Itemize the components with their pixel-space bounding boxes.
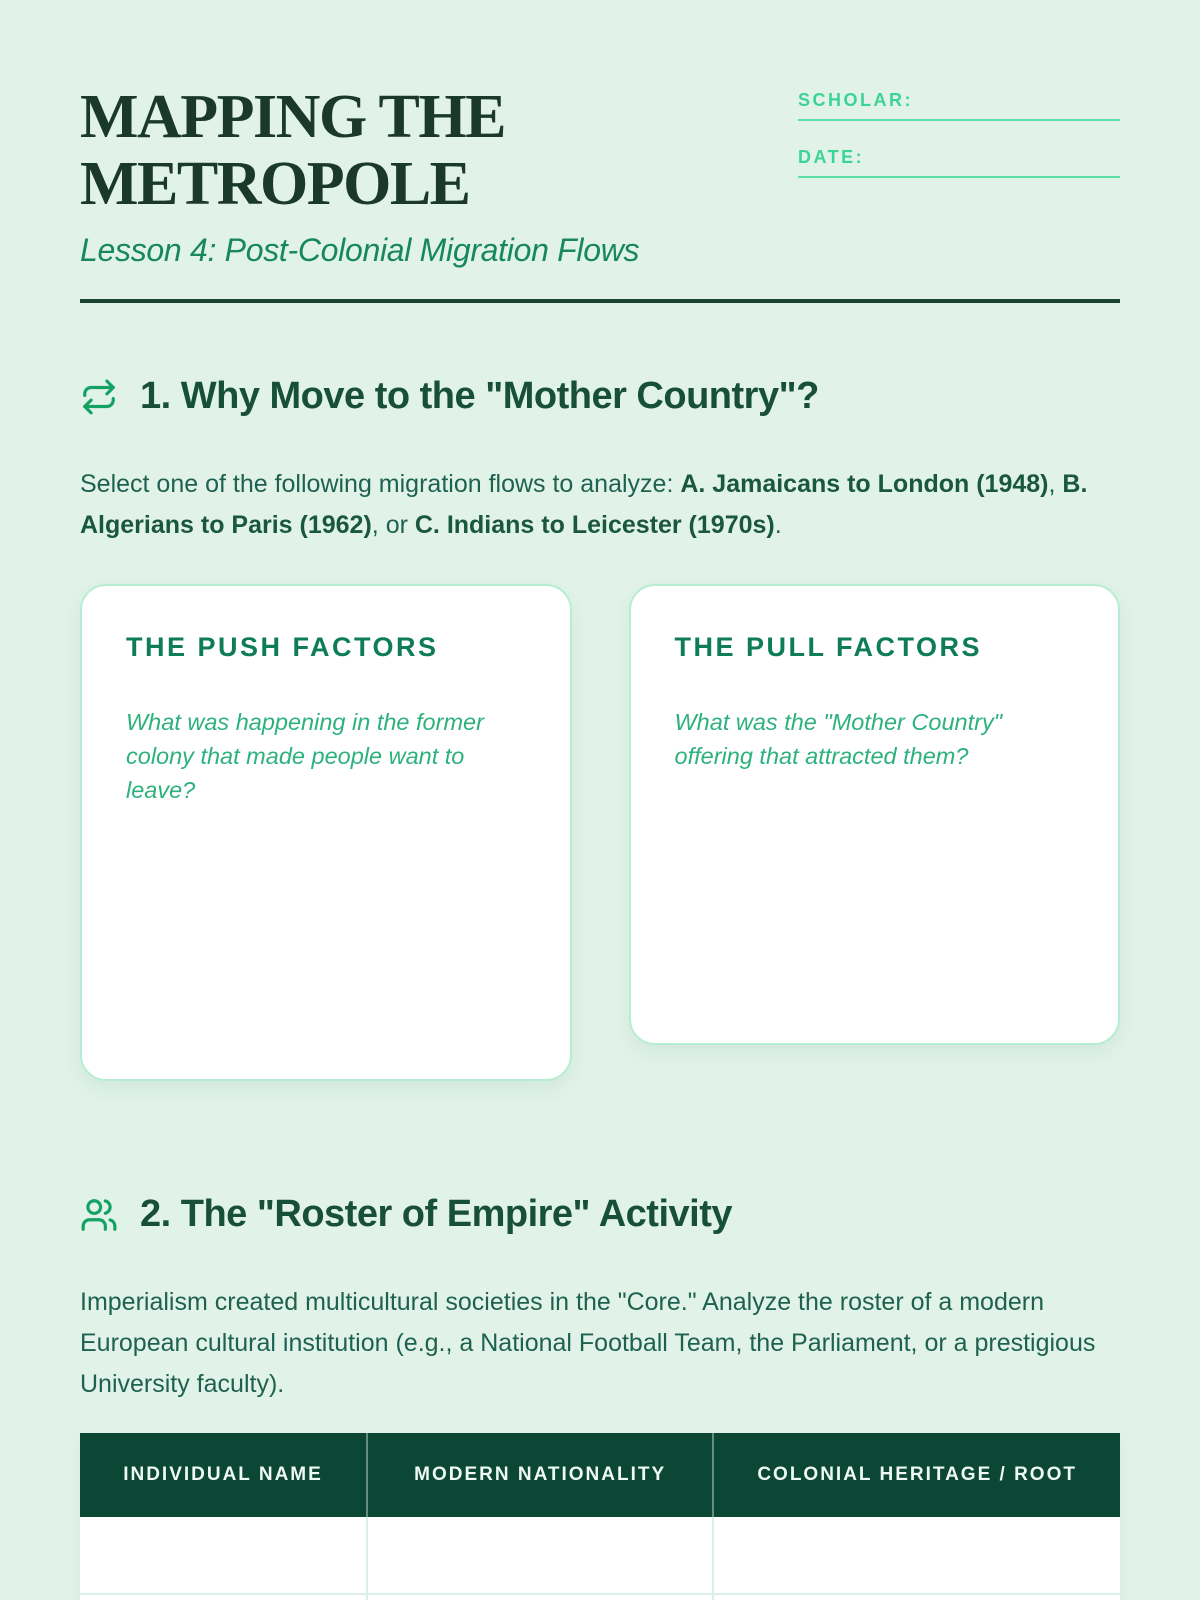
separator: . [774, 511, 782, 539]
section-why-move [80, 375, 1120, 1081]
push-factors-title: THE PUSH FACTORS [126, 632, 439, 662]
roster-table [80, 1433, 1120, 1600]
scholar-label: SCHOLAR: [798, 90, 913, 110]
separator: , or [371, 511, 415, 539]
date-label: DATE: [798, 147, 865, 167]
pull-factors-prompt: What was the "Mother Country" offering that attracted them? [674, 709, 1003, 769]
section-roster-of-empire [80, 1193, 1120, 1600]
title-line-2: METROPOLE [80, 150, 470, 218]
migration-option-a: A. Jamaicans to London (1948) [680, 470, 1049, 498]
push-pull-cards [80, 584, 1120, 1081]
section-1-instructions [80, 464, 1120, 546]
roster-table-header-row [80, 1433, 1120, 1517]
section-2-heading [80, 1193, 1120, 1236]
separator: , [1048, 470, 1063, 498]
pull-factors-title: THE PULL FACTORS [674, 632, 983, 662]
section-2-instructions: Imperialism created multicultural societies in the "Core." Analyze the roster of a modern European cultural institution (e.g., a National Football Team, the Parliament, or a prestigious University faculty). [80, 1288, 1096, 1398]
header-divider [80, 299, 1120, 303]
title-block [80, 84, 639, 269]
users-icon [80, 1196, 118, 1234]
roster-table-row [80, 1517, 1120, 1595]
scholar-field[interactable] [798, 90, 1120, 121]
lesson-subtitle: Lesson 4: Post-Colonial Migration Flows [80, 232, 640, 268]
migration-option-b: B. Algerians to Paris (1962) [80, 470, 1088, 539]
instruction-intro: Select one of the following migration flows to analyze: [80, 470, 681, 498]
date-field[interactable] [798, 147, 1120, 178]
column-header-modern-nationality: MODERN NATIONALITY [366, 1433, 712, 1517]
title-line-1: MAPPING THE [80, 83, 505, 151]
cell-colonial-heritage[interactable] [712, 1595, 1120, 1600]
column-header-colonial-heritage: COLONIAL HERITAGE / ROOT [712, 1433, 1120, 1517]
section-1-heading [80, 375, 1120, 418]
column-header-individual-name: INDIVIDUAL NAME [80, 1433, 366, 1517]
pull-factors-card [629, 584, 1121, 1045]
push-factors-prompt: What was happening in the former colony that made people want to leave? [126, 709, 484, 803]
cell-colonial-heritage[interactable] [712, 1517, 1120, 1595]
cell-individual-name[interactable] [80, 1517, 366, 1595]
worksheet-header [80, 84, 1120, 269]
section-2-title: 2. The "Roster of Empire" Activity [140, 1193, 732, 1235]
worksheet-title [80, 84, 639, 218]
migration-option-c: C. Indians to Leicester (1970s) [414, 511, 775, 539]
cell-modern-nationality[interactable] [366, 1517, 712, 1595]
roster-table-row [80, 1595, 1120, 1600]
cell-individual-name[interactable] [80, 1595, 366, 1600]
repeat-arrows-icon [80, 378, 118, 416]
name-date-fields [798, 90, 1120, 178]
section-1-title: 1. Why Move to the "Mother Country"? [140, 375, 819, 417]
cell-modern-nationality[interactable] [366, 1595, 712, 1600]
push-factors-card [80, 584, 572, 1081]
